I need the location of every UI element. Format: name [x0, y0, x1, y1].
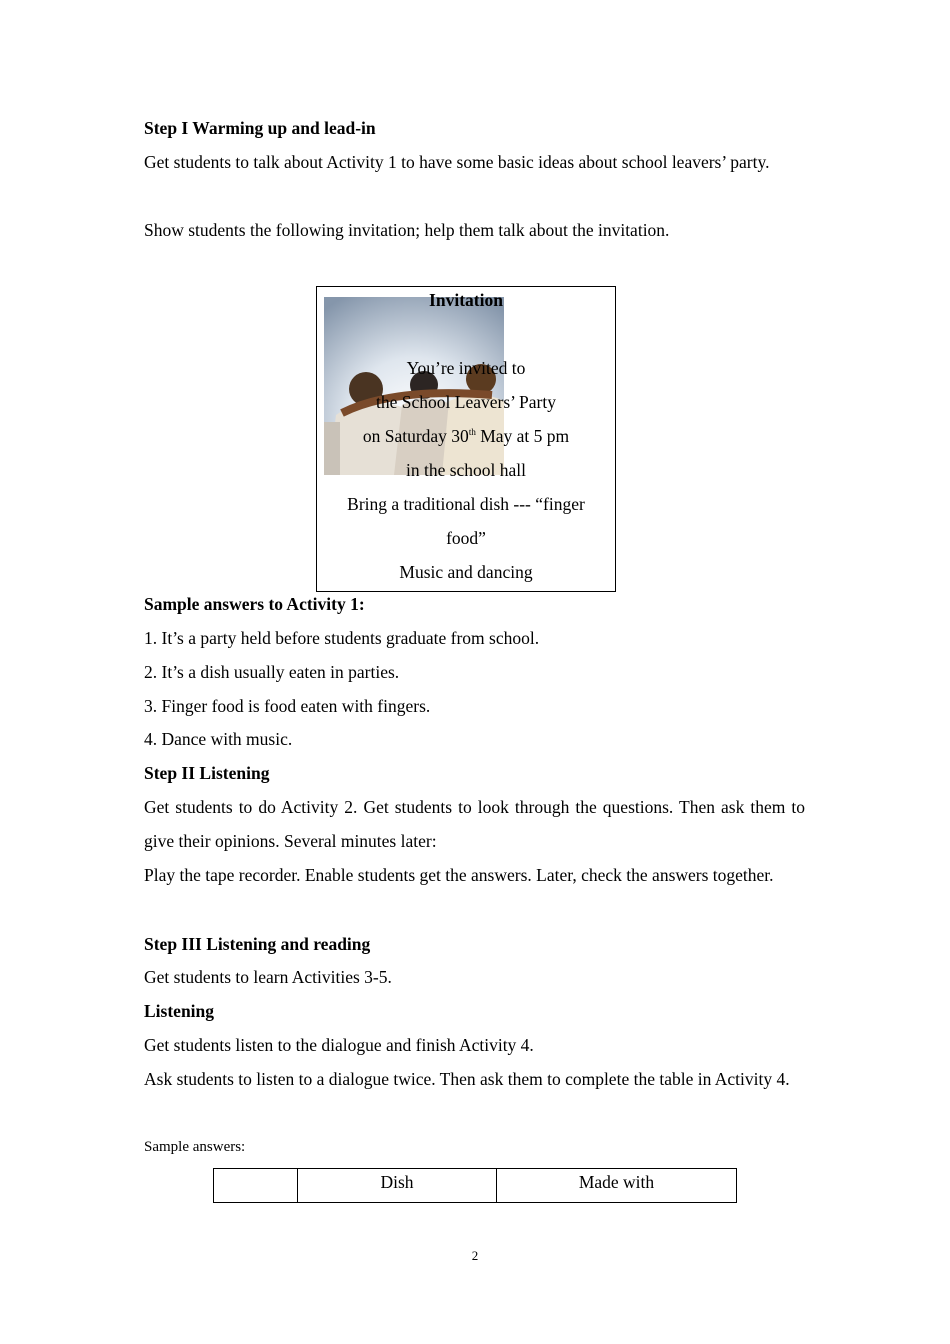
- invitation-line-6: Music and dancing: [399, 562, 533, 582]
- invitation-line-4: in the school hall: [405, 460, 527, 480]
- sample-answer-item: 2. It’s a dish usually eaten in parties.: [144, 662, 400, 682]
- invitation-line-1: You’re invited to: [406, 358, 526, 378]
- table-row: [214, 1169, 737, 1203]
- step2-paragraph-1: Get students to do Activity 2. Get students to look through the questions. Then ask them to give their opinions. Several minutes later:: [144, 797, 805, 851]
- sample-answer-item: 4. Dance with music.: [144, 729, 293, 749]
- sample-answers-heading: Sample answers to Activity 1:: [144, 594, 365, 614]
- invitation-line-3: [317, 419, 615, 453]
- step1-paragraph-1: Get students to talk about Activity 1 to have some basic ideas about school leavers’ party.: [144, 152, 770, 172]
- invitation-line-5: Bring a traditional dish --- “finger food”: [347, 494, 585, 548]
- table-header-blank: [214, 1169, 298, 1203]
- sample-answer-item: 3. Finger food is food eaten with fingers.: [144, 696, 431, 716]
- invitation-date-after: May at 5 pm: [475, 426, 570, 446]
- listening-subheading: Listening: [144, 1001, 215, 1021]
- invitation-title: Invitation: [429, 290, 503, 310]
- table-header-dish: Dish: [298, 1169, 497, 1203]
- step3-paragraph-1: Get students to learn Activities 3-5.: [144, 967, 392, 987]
- step3-heading: Step III Listening and reading: [144, 934, 371, 954]
- step2-paragraph-2: Play the tape recorder. Enable students get the answers. Later, check the answers together.: [144, 865, 774, 885]
- invitation-text: [317, 287, 615, 589]
- sample-answer-item: 1. It’s a party held before students graduate from school.: [144, 628, 540, 648]
- invitation-date-before: on Saturday 30: [362, 426, 469, 446]
- step3-paragraph-2: Get students listen to the dialogue and finish Activity 4.: [144, 1035, 534, 1055]
- step1-paragraph-2: Show students the following invitation; help them talk about the invitation.: [144, 220, 670, 240]
- step1-heading: Step I Warming up and lead-in: [144, 118, 376, 138]
- answers-table: [213, 1168, 737, 1203]
- step3-paragraph-3: Ask students to listen to a dialogue twice. Then ask them to complete the table in Activity 4.: [144, 1069, 790, 1089]
- step2-heading: Step II Listening: [144, 763, 270, 783]
- invitation-date-superscript: th: [468, 427, 476, 438]
- table-header-made-with: Made with: [497, 1169, 737, 1203]
- invitation-box: [316, 286, 616, 592]
- page-number: 2: [471, 1248, 479, 1263]
- sample-answers-label: Sample answers:: [144, 1139, 246, 1155]
- invitation-line-2: the School Leavers’ Party: [376, 392, 556, 412]
